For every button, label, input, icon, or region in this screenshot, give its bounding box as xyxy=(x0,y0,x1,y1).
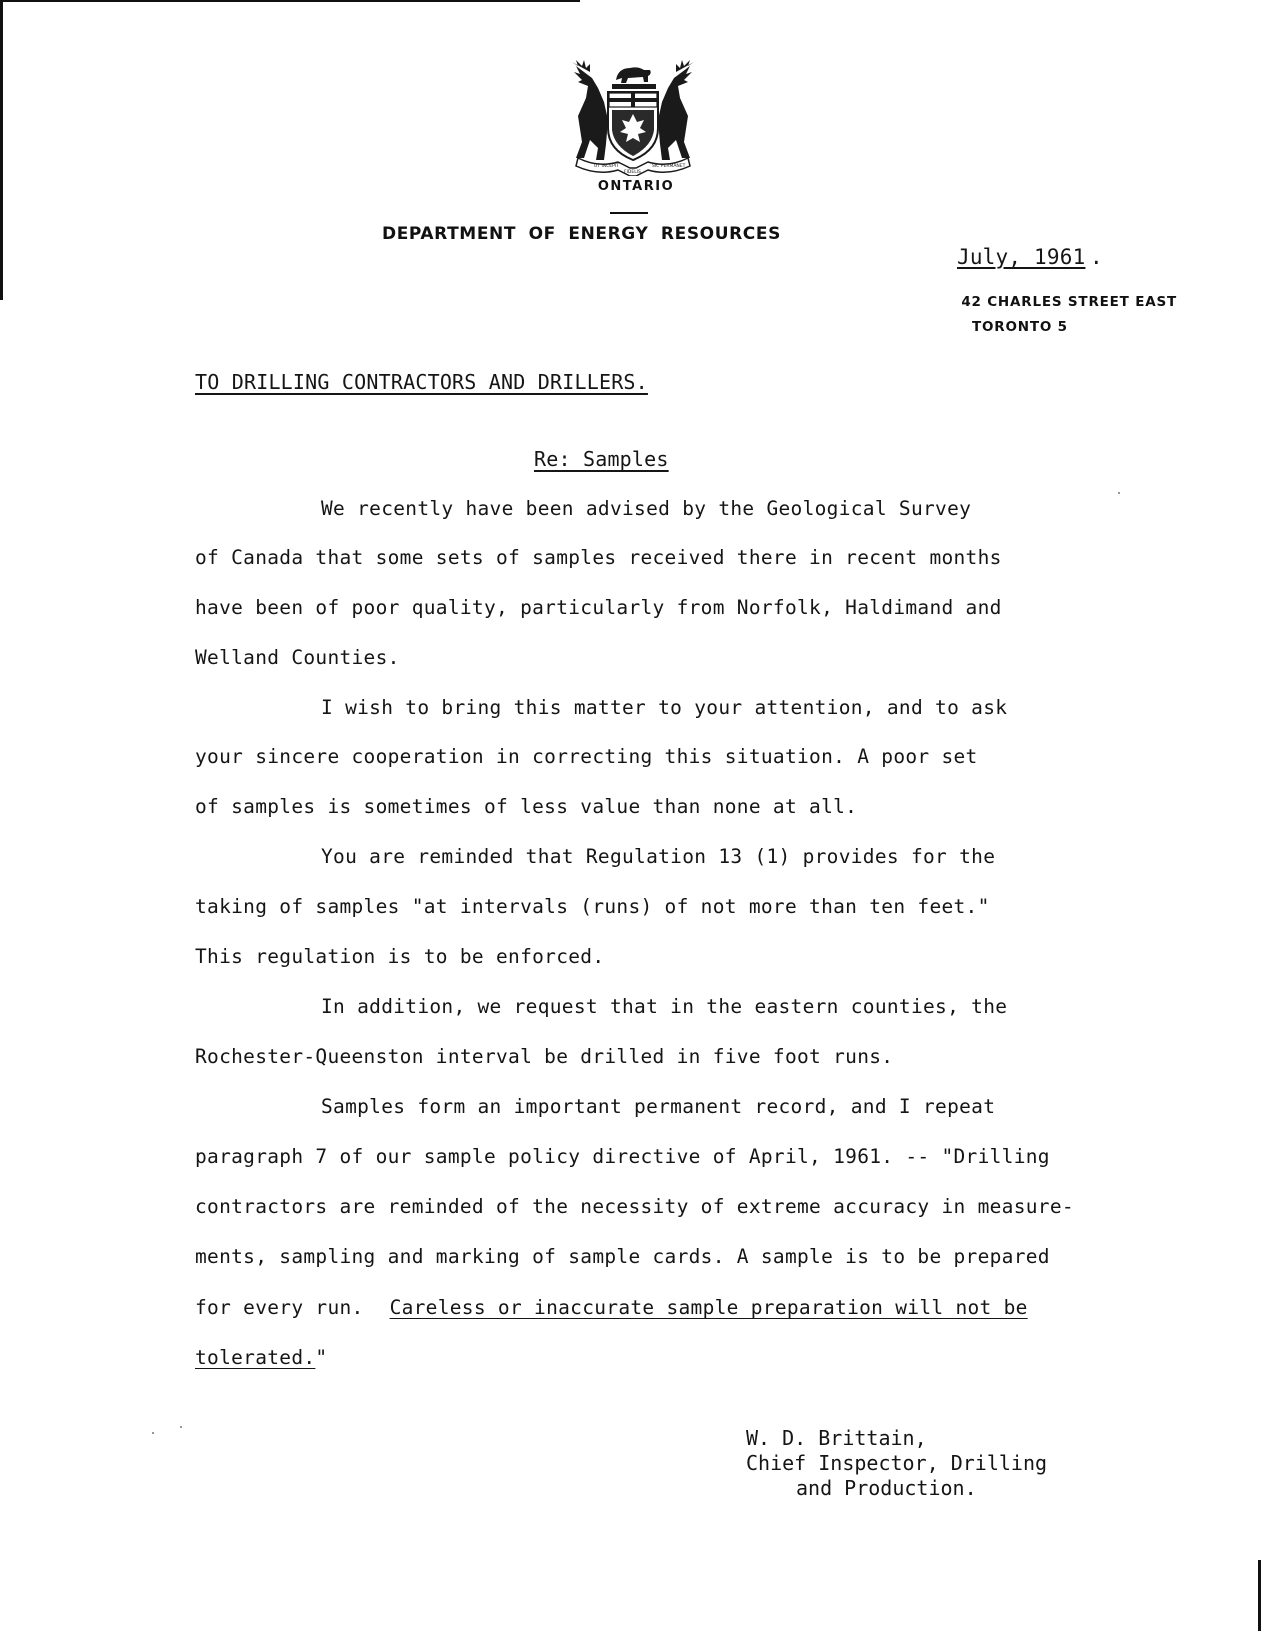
body-line: paragraph 7 of our sample policy directive of April, 1961. -- "Drilling xyxy=(195,1145,1050,1168)
body-line: Samples form an important permanent record, and I repeat xyxy=(321,1095,996,1118)
page-edge-left xyxy=(0,0,3,300)
scan-speck xyxy=(1118,492,1120,494)
closing-quote: " xyxy=(315,1346,328,1369)
scan-speck xyxy=(180,1426,182,1428)
body-line: Welland Counties. xyxy=(195,646,400,669)
signatory-title: Chief Inspector, Drilling xyxy=(746,1451,1048,1475)
body-line: have been of poor quality, particularly from Norfolk, Haldimand and xyxy=(195,596,1002,619)
svg-text:SIC PERMANET: SIC PERMANET xyxy=(652,164,686,169)
signature-block xyxy=(746,1426,1047,1501)
body-line xyxy=(195,1296,1028,1319)
page-edge-top xyxy=(0,0,580,2)
addressee: TO DRILLING CONTRACTORS AND DRILLERS. xyxy=(195,370,648,394)
ontario-coat-of-arms-icon xyxy=(568,58,698,176)
body-line: In addition, we request that in the eastern counties, the xyxy=(321,995,1008,1018)
body-line: Rochester-Queenston interval be drilled in five foot runs. xyxy=(195,1045,894,1068)
department-name: DEPARTMENT OF ENERGY RESOURCES xyxy=(382,224,781,244)
body-line: taking of samples "at intervals (runs) of not more than ten feet." xyxy=(195,895,990,918)
svg-text:UT INCEPIT: UT INCEPIT xyxy=(594,164,619,169)
body-line: ments, sampling and marking of sample cards. A sample is to be prepared xyxy=(195,1245,1050,1268)
scan-speck xyxy=(152,1432,154,1434)
date-period: . xyxy=(1090,245,1103,269)
underlined-warning: Careless or inaccurate sample preparation will not be xyxy=(389,1296,1028,1319)
body-line: We recently have been advised by the Geological Survey xyxy=(321,497,972,520)
signatory-name: W. D. Brittain, xyxy=(746,1426,927,1450)
province-name: ONTARIO xyxy=(597,179,675,194)
body-line: of samples is sometimes of less value than none at all. xyxy=(195,795,858,818)
body-line: contractors are reminded of the necessity of extreme accuracy in measure- xyxy=(195,1195,1074,1218)
letter-date xyxy=(957,245,1085,269)
letter-date-text: July, 1961 xyxy=(957,245,1086,269)
body-line: This regulation is to be enforced. xyxy=(195,945,605,968)
body-line: of Canada that some sets of samples received there in recent months xyxy=(195,546,1002,569)
underlined-warning-end: tolerated. xyxy=(195,1346,316,1369)
body-line-text: for every run. xyxy=(195,1296,364,1319)
body-line: You are reminded that Regulation 13 (1) provides for the xyxy=(321,845,996,868)
subject-line: Re: Samples xyxy=(534,447,669,471)
body-line: I wish to bring this matter to your attention, and to ask xyxy=(321,696,1008,719)
address-line-2: TORONTO 5 xyxy=(972,319,1068,335)
body-line: your sincere cooperation in correcting this situation. A poor set xyxy=(195,745,978,768)
letterhead-divider xyxy=(610,212,648,214)
body-line xyxy=(195,1346,327,1369)
address-line-1: 42 CHARLES STREET EAST xyxy=(961,294,1177,310)
svg-text:FIDELIS: FIDELIS xyxy=(624,170,641,175)
signatory-title-continued: and Production. xyxy=(796,1476,977,1500)
